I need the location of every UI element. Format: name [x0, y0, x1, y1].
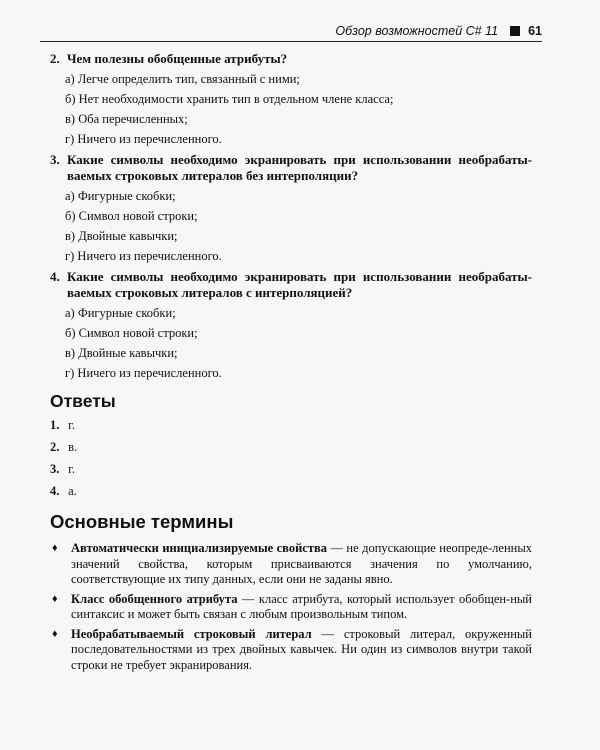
answer-item: [50, 440, 77, 462]
option-c: в) Двойные кавычки;: [65, 229, 178, 243]
option-d: г) Ничего из перечисленного.: [65, 132, 222, 146]
term-definition: — не допускающие неопреде-ленных значений свойства, которым присваиваются значения по умолчанию, соответствующие их типу данных, если они не заданы явно.: [71, 541, 533, 586]
term-item: [50, 592, 532, 623]
question-2: [50, 51, 532, 147]
term-definition: — строковый литерал, окруженный последовательностями из трех двойных кавычек. Ни один из символов внутри такой строки не требует экранирования.: [71, 626, 532, 672]
page-header: [40, 21, 542, 42]
terms-list: [50, 541, 532, 677]
diamond-bullet-icon: ♦: [52, 627, 58, 640]
option-a: а) Фигурные скобки;: [65, 306, 176, 320]
answers-list: [50, 418, 77, 506]
term-name: Необрабатываемый строковый литерал: [71, 626, 312, 641]
answer-item: [50, 484, 77, 506]
chapter-title: Обзор возможностей C# 11: [335, 24, 499, 38]
term-name: Класс обобщенного атрибута: [71, 591, 238, 606]
question-text: [50, 269, 532, 301]
terms-heading: Основные термины: [50, 511, 234, 532]
answer-number: 2.: [50, 440, 60, 454]
question-label: Какие символы необходимо экранировать при использовании необрабаты-ваемых строковых литералов без интерполяции?: [67, 152, 532, 183]
question-number: 4.: [50, 269, 60, 284]
term-item: [50, 627, 532, 674]
answer-value: а.: [68, 484, 77, 498]
header-square-marker: [510, 26, 520, 36]
page-number: 61: [528, 24, 542, 38]
option-c: в) Оба перечисленных;: [65, 112, 188, 126]
question-number: 2.: [50, 51, 60, 66]
term-name: Автоматически инициализируемые свойства: [71, 541, 327, 555]
question-label: Чем полезны обобщенные атрибуты?: [67, 51, 288, 66]
option-c: в) Двойные кавычки;: [65, 346, 178, 360]
option-a: а) Фигурные скобки;: [65, 189, 176, 203]
question-label: Какие символы необходимо экранировать при использовании необрабаты-ваемых строковых литералов с интерполяцией?: [67, 269, 532, 300]
diamond-bullet-icon: ♦: [52, 592, 58, 605]
option-d: г) Ничего из перечисленного.: [65, 249, 222, 263]
term-item: [50, 541, 532, 588]
option-b: б) Символ новой строки;: [65, 209, 198, 223]
question-text: [50, 152, 532, 184]
question-text: [50, 51, 532, 67]
question-number: 3.: [50, 152, 60, 167]
answer-value: г.: [68, 462, 75, 476]
option-d: г) Ничего из перечисленного.: [65, 366, 222, 380]
diamond-bullet-icon: ♦: [52, 542, 58, 554]
option-b: б) Символ новой строки;: [65, 326, 198, 340]
answer-item: [50, 418, 77, 440]
answer-number: 3.: [50, 462, 60, 476]
option-a: а) Легче определить тип, связанный с ними;: [65, 72, 300, 86]
answer-item: [50, 462, 77, 484]
answer-number: 1.: [50, 418, 60, 432]
option-b: б) Нет необходимости хранить тип в отдельном члене класса;: [65, 92, 394, 106]
questions-list: [50, 51, 532, 381]
answer-number: 4.: [50, 484, 60, 498]
answer-value: в.: [68, 440, 78, 454]
question-4: [50, 269, 532, 381]
answers-heading: Ответы: [50, 391, 116, 411]
question-3: [50, 152, 532, 264]
answer-value: г.: [68, 418, 75, 432]
term-definition: — класс атрибута, который использует обобщен-ный синтаксис и может быть связан с любым произвольным типом.: [71, 591, 533, 621]
